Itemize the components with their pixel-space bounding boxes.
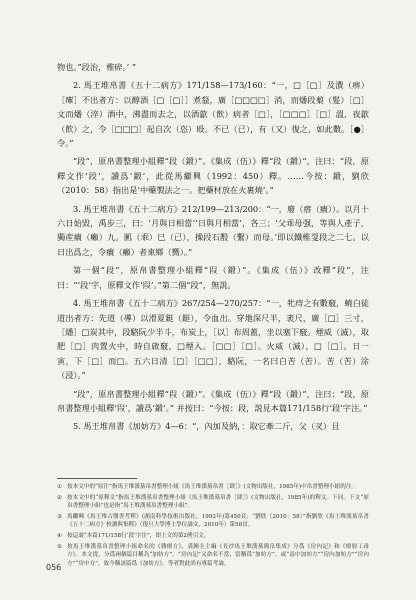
- footnote-5: [57, 543, 369, 569]
- footnote-1: [57, 483, 369, 492]
- footnote-3: [57, 513, 369, 530]
- footnote-text: 按這裏“本篇171/158行‘段’字注”，即上文的第2例引文。: [67, 532, 210, 539]
- paragraph-example-2: 2. 馬王堆帛書《五十二病方》171/158—173/160：“一，□［□］及㵒（痹）［癉］不出者方：以醇酒［□［□］］煮韰，廣［□□□□］消，而燔段䔧（髮）［□］文而燔（淬）酒中，沸盡而去之，以酒歙（飲）病者［□］，［□□□］［□］溫，夜歙（飲）之，令［□□□］起自次（恣）殴。不已（已），有（又）復之，如此數。［●］令。”: [57, 80, 369, 149]
- paragraph-commentary-2: “段”，原帛書整理小組釋“段（鍛）”。《集成（伍）》釋“段（鍛）”，注曰：“段，原釋文作‘段’，讀爲‘鍛’，此從馬繼興（1992：450）釋。……今按：鍛，劉欣（2010：58）指出是‘中藥製法之一。把藥材放在火裹燒’。”: [57, 156, 369, 196]
- footnote-text: 按本文中的“原注”指馬王堆漢墓帛書整理小組《馬王堆漢墓帛書［肆］》(文物出版社，1985年)中帛書整理小組的注。: [67, 484, 358, 490]
- footnote-divider: [57, 478, 137, 479]
- paragraph-commentary-3: 第一個“段”，原帛書整理小組釋“叚（鍛）”。《集成（伍）》改釋“段”，注曰：“‘段’字，原釋文作‘叚’。”第二個“段”，無説。: [57, 265, 369, 290]
- paragraph-continuation: 物也。”段治，椎碎。’ ”: [57, 62, 137, 72]
- footnote-text: 按本文中的“原釋文”指馬王堆漢墓帛書整理小組《馬王堆漢墓帛書［肆］》(文物出版社，1985年)的釋文。下同。下文“原帛書整理小組”也是指“馬王堆漢墓帛書整理小組”。: [67, 494, 369, 510]
- main-text: [57, 60, 369, 438]
- paragraph-example-5: 5. 馬王堆帛書《加妨方》4—6：“，內加及納，：取它牽二斤，父（㕚）且: [73, 421, 340, 432]
- footnote-mark: ②: [57, 494, 63, 501]
- footnote-2: [57, 494, 369, 511]
- footnote-4: [57, 532, 369, 541]
- footnote-text: 馬繼興《馬王堆古醫書考釋》(湖南科學技術出版社，1992年)第450頁；“劉欣（2010：58）”指劉欣《馬王堆漢墓帛書《五十二病方》校讀與集釋》（復旦大學博士學位論文，2010年）第58頁。: [67, 513, 369, 529]
- footnote-mark: ⑤: [57, 543, 63, 550]
- footnote-text: 按馬王堆漢墓帛書整理小組命名的《雜療方》，裘錫圭主編《長沙馬王堆漢墓簡帛集成》分爲《房內記》和《療射工毒方》。本文從，分爲兩個篇目稱為“加妨方”。“房內記”又命名不當，當稱爲“加妨方”，或“益中加妨方”“房內加妨方”“房內方”“房中方”，故今稱該篇爲《加妨方》。等者對此尚有專篇考論。: [67, 543, 369, 567]
- paragraph-commentary-4: “段”，原帛書整理小組釋“叚（鍛）”。《集成（伍）》釋“段（鍛）”，注曰：“段，原帛書整理小組釋‘叚’，讀爲‘鍛’。” 并按曰：“今按：段，説見本篇171/158行‘段’字注。”: [57, 388, 369, 413]
- paragraph-example-3: 3. 馬王堆帛書《五十二病方》212/199—213/200：“一，廢（瘩（㿉））。以月十六日始毀，禹步三，曰：‘月與日相當’‘日與月相當’，各三；‘父乖母强，等與人產子，獨産㿉（癩）九。㔳（乖）巳（已），操段石毄（繫）而母。’即以鐵椎㪅段之二七。以日出爲之，令㿉（癩）者東鄉（嚮）。”: [57, 203, 369, 257]
- footnote-mark: ①: [57, 484, 63, 490]
- footnote-mark: ④: [57, 532, 63, 539]
- page-number: 056: [46, 563, 62, 572]
- footnotes: [57, 483, 369, 570]
- paragraph-example-4: 4. 馬王堆帛書《五十二病方》267/254—270/257：“一，牝痔之有數竅，蟯白徒道出者方：先道（導）以滑夏鋌（鋌），令血出。穿地深尺半，袤尺，廣［□］三寸，［燔］□炭其中，段駱阮少半斗，布炭上，［以］布周蓋，坐以塞下竅。煙威（滅），取肥［□］肉置火中，時自啟竅，□煙入。［□□］［□］。火威（滅），□［□］。日一寅，下［□］而□。五六日清［□］［□□］，駱阮，一名曰白苦（苦）。苦（苦）涂（浸）。”: [57, 298, 369, 381]
- footnote-mark: ③: [57, 513, 63, 520]
